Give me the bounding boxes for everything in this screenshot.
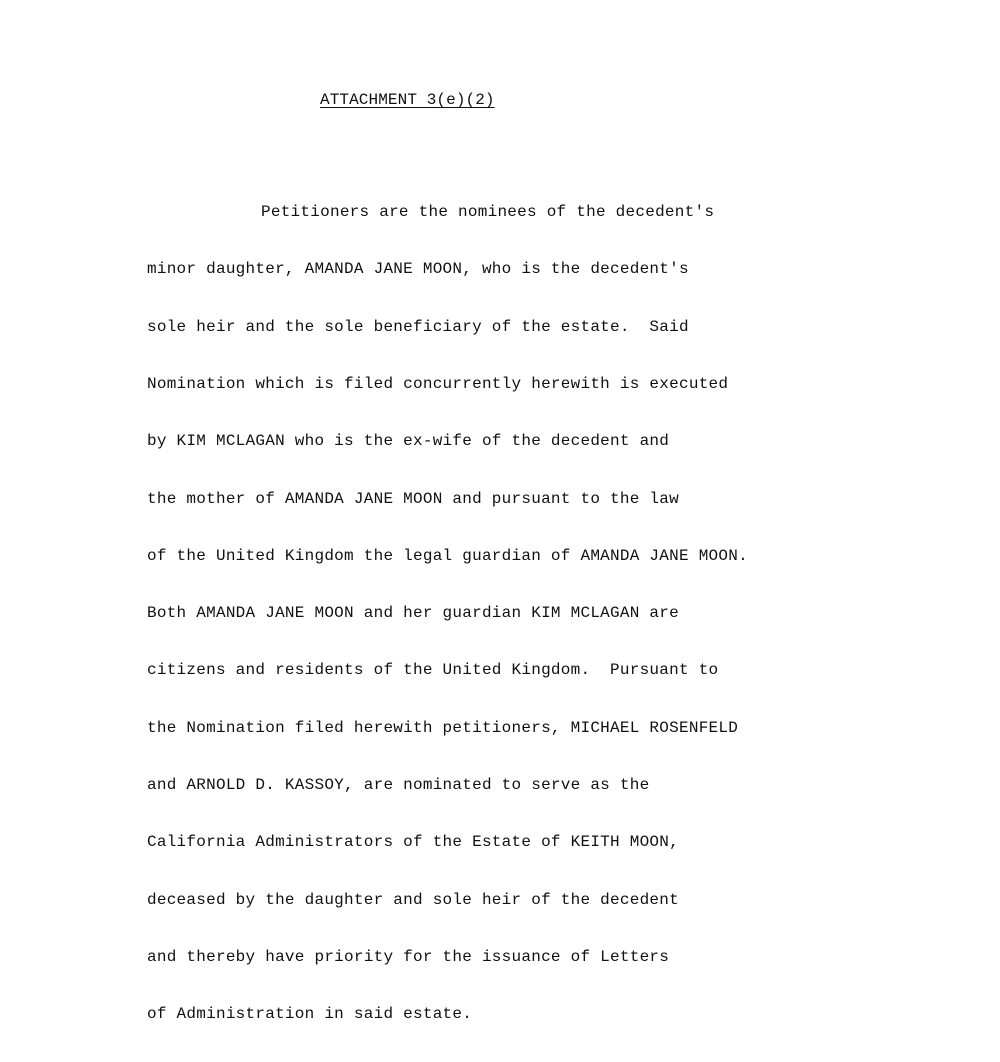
body-line-15: of Administration in said estate.: [147, 1005, 473, 1024]
body-line-14: and thereby have priority for the issuance of Letters: [147, 947, 670, 966]
attachment-body: [147, 165, 748, 1062]
body-line-9: citizens and residents of the United Kingdom. Pursuant to: [147, 661, 719, 680]
body-line-4: Nomination which is filed concurrently herewith is executed: [147, 375, 729, 394]
body-line-13: deceased by the daughter and sole heir of the decedent: [147, 890, 679, 909]
body-line-11: and ARNOLD D. KASSOY, are nominated to serve as the: [147, 776, 650, 794]
body-line-1: Petitioners are the nominees of the decedent's: [261, 203, 715, 222]
body-line-12: California Administrators of the Estate of KEITH MOON,: [147, 833, 679, 852]
body-line-6: the mother of AMANDA JANE MOON and pursuant to the law: [147, 489, 679, 508]
body-line-10: the Nomination filed herewith petitioners, MICHAEL ROSENFELD: [147, 718, 739, 737]
body-line-8: Both AMANDA JANE MOON and her guardian KIM MCLAGAN are: [147, 604, 679, 623]
attachment-heading: ATTACHMENT 3(e)(2): [320, 91, 495, 109]
body-line-7: of the United Kingdom the legal guardian of AMANDA JANE MOON.: [147, 546, 748, 565]
body-line-5: by KIM MCLAGAN who is the ex-wife of the decedent and: [147, 432, 670, 451]
body-line-3: sole heir and the sole beneficiary of the estate. Said: [147, 317, 689, 336]
body-line-2: minor daughter, AMANDA JANE MOON, who is the decedent's: [147, 260, 689, 279]
